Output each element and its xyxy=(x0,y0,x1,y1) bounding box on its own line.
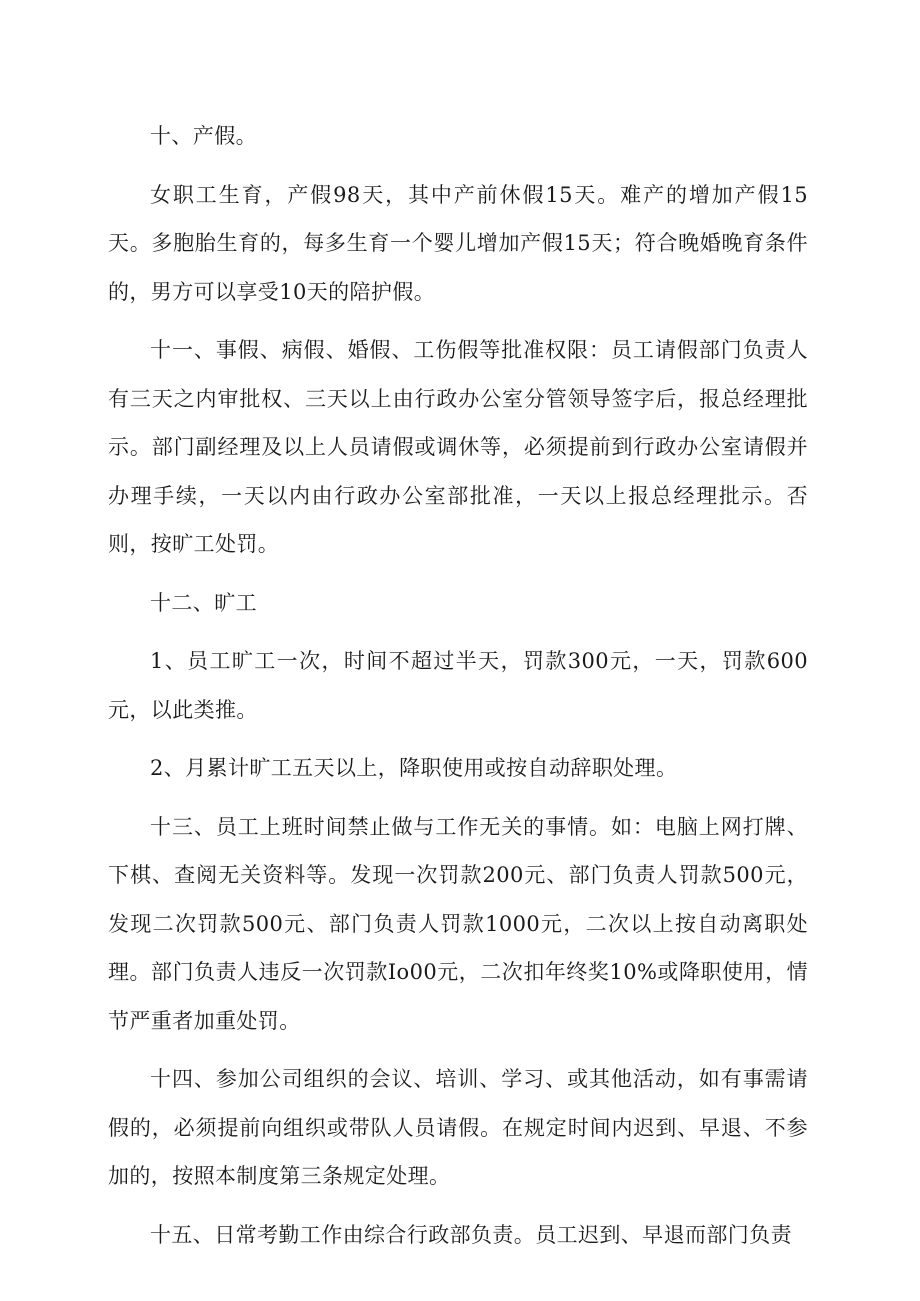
section-14-text: 十四、参加公司组织的会议、培训、学习、或其他活动，如有事需请假的，必须提前向组织或带队人员请假。在规定时间内迟到、早退、不参加的，按照本制度第三条规定处理。 xyxy=(108,1067,808,1188)
section-12-item-1: 1、员工旷工一次，时间不超过半天，罚款300元，一天，罚款600元，以此类推。 xyxy=(108,649,808,722)
section-10-heading: 十、产假。 xyxy=(150,124,257,148)
section-10-maternity-leave-text: 女职工生育，产假98天，其中产前休假15天。难产的增加产假15天。多胞胎生育的，每多生育一个婴儿增加产假15天；符合晚婚晚育条件的，男方可以享受10天的陪护假。 xyxy=(108,182,808,304)
document-body xyxy=(108,112,808,1269)
section-12-heading: 十二、旷工 xyxy=(150,590,257,615)
section-11-approval-authority-text: 十一、事假、病假、婚假、工伤假等批准权限：员工请假部门负责人有三天之内审批权、三天以上由行政办公室分管领导签字后，报总经理批示。部门副经理及以上人员请假或调休等，必须提前到行政办公室请假并办理手续，一天以内由行政办公室部批准，一天以上报总经理批示。否则，按旷工处罚。 xyxy=(108,338,808,556)
section-13-text: 十三、员工上班时间禁止做与工作无关的事情。如：电脑上网打牌、下棋、查阅无关资料等。发现一次罚款200元、部门负责人罚款500元，发现二次罚款500元、部门负责人罚款1000元，二次以上按自动离职处理。部门负责人违反一次罚款Io00元，二次扣年终奖10%或降职使用，情节严重者加重处罚。 xyxy=(108,814,808,1033)
section-12-item-2: 2、月累计旷工五天以上，降职使用或按自动辞职处理。 xyxy=(150,756,678,780)
section-15-text: 十五、日常考勤工作由综合行政部负责。员工迟到、早退而部门负责 xyxy=(150,1222,792,1247)
